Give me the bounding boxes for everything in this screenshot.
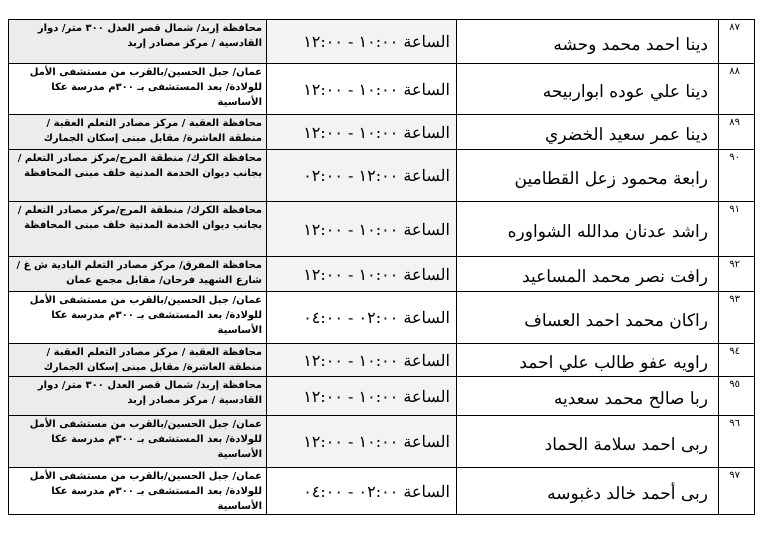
time-slot: الساعة ١٠:٠٠ - ١٢:٠٠ <box>267 64 457 115</box>
row-number: ٨٩ <box>719 115 755 150</box>
table-row <box>9 202 755 257</box>
address-cell: محافظة الكرك/ منطقة المرج/مركز مصادر التعلم / بجانب ديوان الخدمة المدنية خلف مبنى المحافظة <box>9 150 267 202</box>
time-slot: الساعة ١٠:٠٠ - ١٢:٠٠ <box>267 202 457 257</box>
table-row <box>9 292 755 344</box>
table-row <box>9 20 755 64</box>
row-number: ٩٤ <box>719 344 755 377</box>
time-slot: الساعة ٠٢:٠٠ - ٠٤:٠٠ <box>267 292 457 344</box>
person-name: ربى أحمد خالد دغبوسه <box>457 468 719 515</box>
document-page <box>8 19 754 515</box>
person-name: ربى احمد سلامة الحماد <box>457 416 719 468</box>
person-name: راويه عفو طالب علي احمد <box>457 344 719 377</box>
row-number: ٩٠ <box>719 150 755 202</box>
person-name: دينا احمد محمد وحشه <box>457 20 719 64</box>
person-name: ربا صالح محمد سعديه <box>457 377 719 416</box>
person-name: دينا عمر سعيد الخضري <box>457 115 719 150</box>
row-number: ٩٦ <box>719 416 755 468</box>
row-number: ٩٢ <box>719 257 755 292</box>
person-name: رابعة محمود زعل القطامين <box>457 150 719 202</box>
table-row <box>9 115 755 150</box>
table-row <box>9 468 755 515</box>
time-slot: الساعة ١٠:٠٠ - ١٢:٠٠ <box>267 257 457 292</box>
table-row <box>9 257 755 292</box>
time-slot: الساعة ٠٢:٠٠ - ٠٤:٠٠ <box>267 468 457 515</box>
address-cell: محافظة الكرك/ منطقة المرج/مركز مصادر التعلم / بجانب ديوان الخدمة المدنية خلف مبنى المحافظة <box>9 202 267 257</box>
row-number: ٨٧ <box>719 20 755 64</box>
row-number: ٩٣ <box>719 292 755 344</box>
time-slot: الساعة ١٠:٠٠ - ١٢:٠٠ <box>267 416 457 468</box>
address-cell: محافظة العقبة / مركز مصادر التعلم العقبة / منطقة العاشرة/ مقابل مبنى إسكان الجمارك <box>9 115 267 150</box>
address-cell: محافظة المفرق/ مركز مصادر التعلم البادية ش غ / شارع الشهيد فرحان/ مقابل مجمع عمان <box>9 257 267 292</box>
address-cell: عمان/ جبل الحسين/بالقرب من مستشفى الأمل للولادة/ بعد المستشفى بـ ٣٠٠م مدرسة عكا الأساسية <box>9 64 267 115</box>
address-cell: عمان/ جبل الحسين/بالقرب من مستشفى الأمل للولادة/ بعد المستشفى بـ ٣٠٠م مدرسة عكا الأساسية <box>9 468 267 515</box>
address-cell: محافظة العقبة / مركز مصادر التعلم العقبة / منطقة العاشرة/ مقابل مبنى إسكان الجمارك <box>9 344 267 377</box>
person-name: راكان محمد احمد العساف <box>457 292 719 344</box>
time-slot: الساعة ١٠:٠٠ - ١٢:٠٠ <box>267 344 457 377</box>
row-number: ٩١ <box>719 202 755 257</box>
address-cell: محافظة إربد/ شمال قصر العدل ٣٠٠ متر/ دوار القادسية / مركز مصادر إربد <box>9 20 267 64</box>
row-number: ٩٥ <box>719 377 755 416</box>
time-slot: الساعة ١٢:٠٠ - ٠٢:٠٠ <box>267 150 457 202</box>
row-number: ٨٨ <box>719 64 755 115</box>
address-cell: عمان/ جبل الحسين/بالقرب من مستشفى الأمل للولادة/ بعد المستشفى بـ ٣٠٠م مدرسة عكا الأساسية <box>9 292 267 344</box>
person-name: دينا علي عوده ابواربيحه <box>457 64 719 115</box>
person-name: راشد عدنان مدالله الشواوره <box>457 202 719 257</box>
table-row <box>9 344 755 377</box>
row-number: ٩٧ <box>719 468 755 515</box>
table-row <box>9 150 755 202</box>
address-cell: عمان/ جبل الحسين/بالقرب من مستشفى الأمل للولادة/ بعد المستشفى بـ ٣٠٠م مدرسة عكا الأساسية <box>9 416 267 468</box>
address-cell: محافظة إربد/ شمال قصر العدل ٣٠٠ متر/ دوار القادسية / مركز مصادر إربد <box>9 377 267 416</box>
time-slot: الساعة ١٠:٠٠ - ١٢:٠٠ <box>267 377 457 416</box>
person-name: رافت نصر محمد المساعيد <box>457 257 719 292</box>
table-row <box>9 377 755 416</box>
table-row <box>9 64 755 115</box>
schedule-table <box>8 19 755 515</box>
table-row <box>9 416 755 468</box>
time-slot: الساعة ١٠:٠٠ - ١٢:٠٠ <box>267 115 457 150</box>
time-slot: الساعة ١٠:٠٠ - ١٢:٠٠ <box>267 20 457 64</box>
